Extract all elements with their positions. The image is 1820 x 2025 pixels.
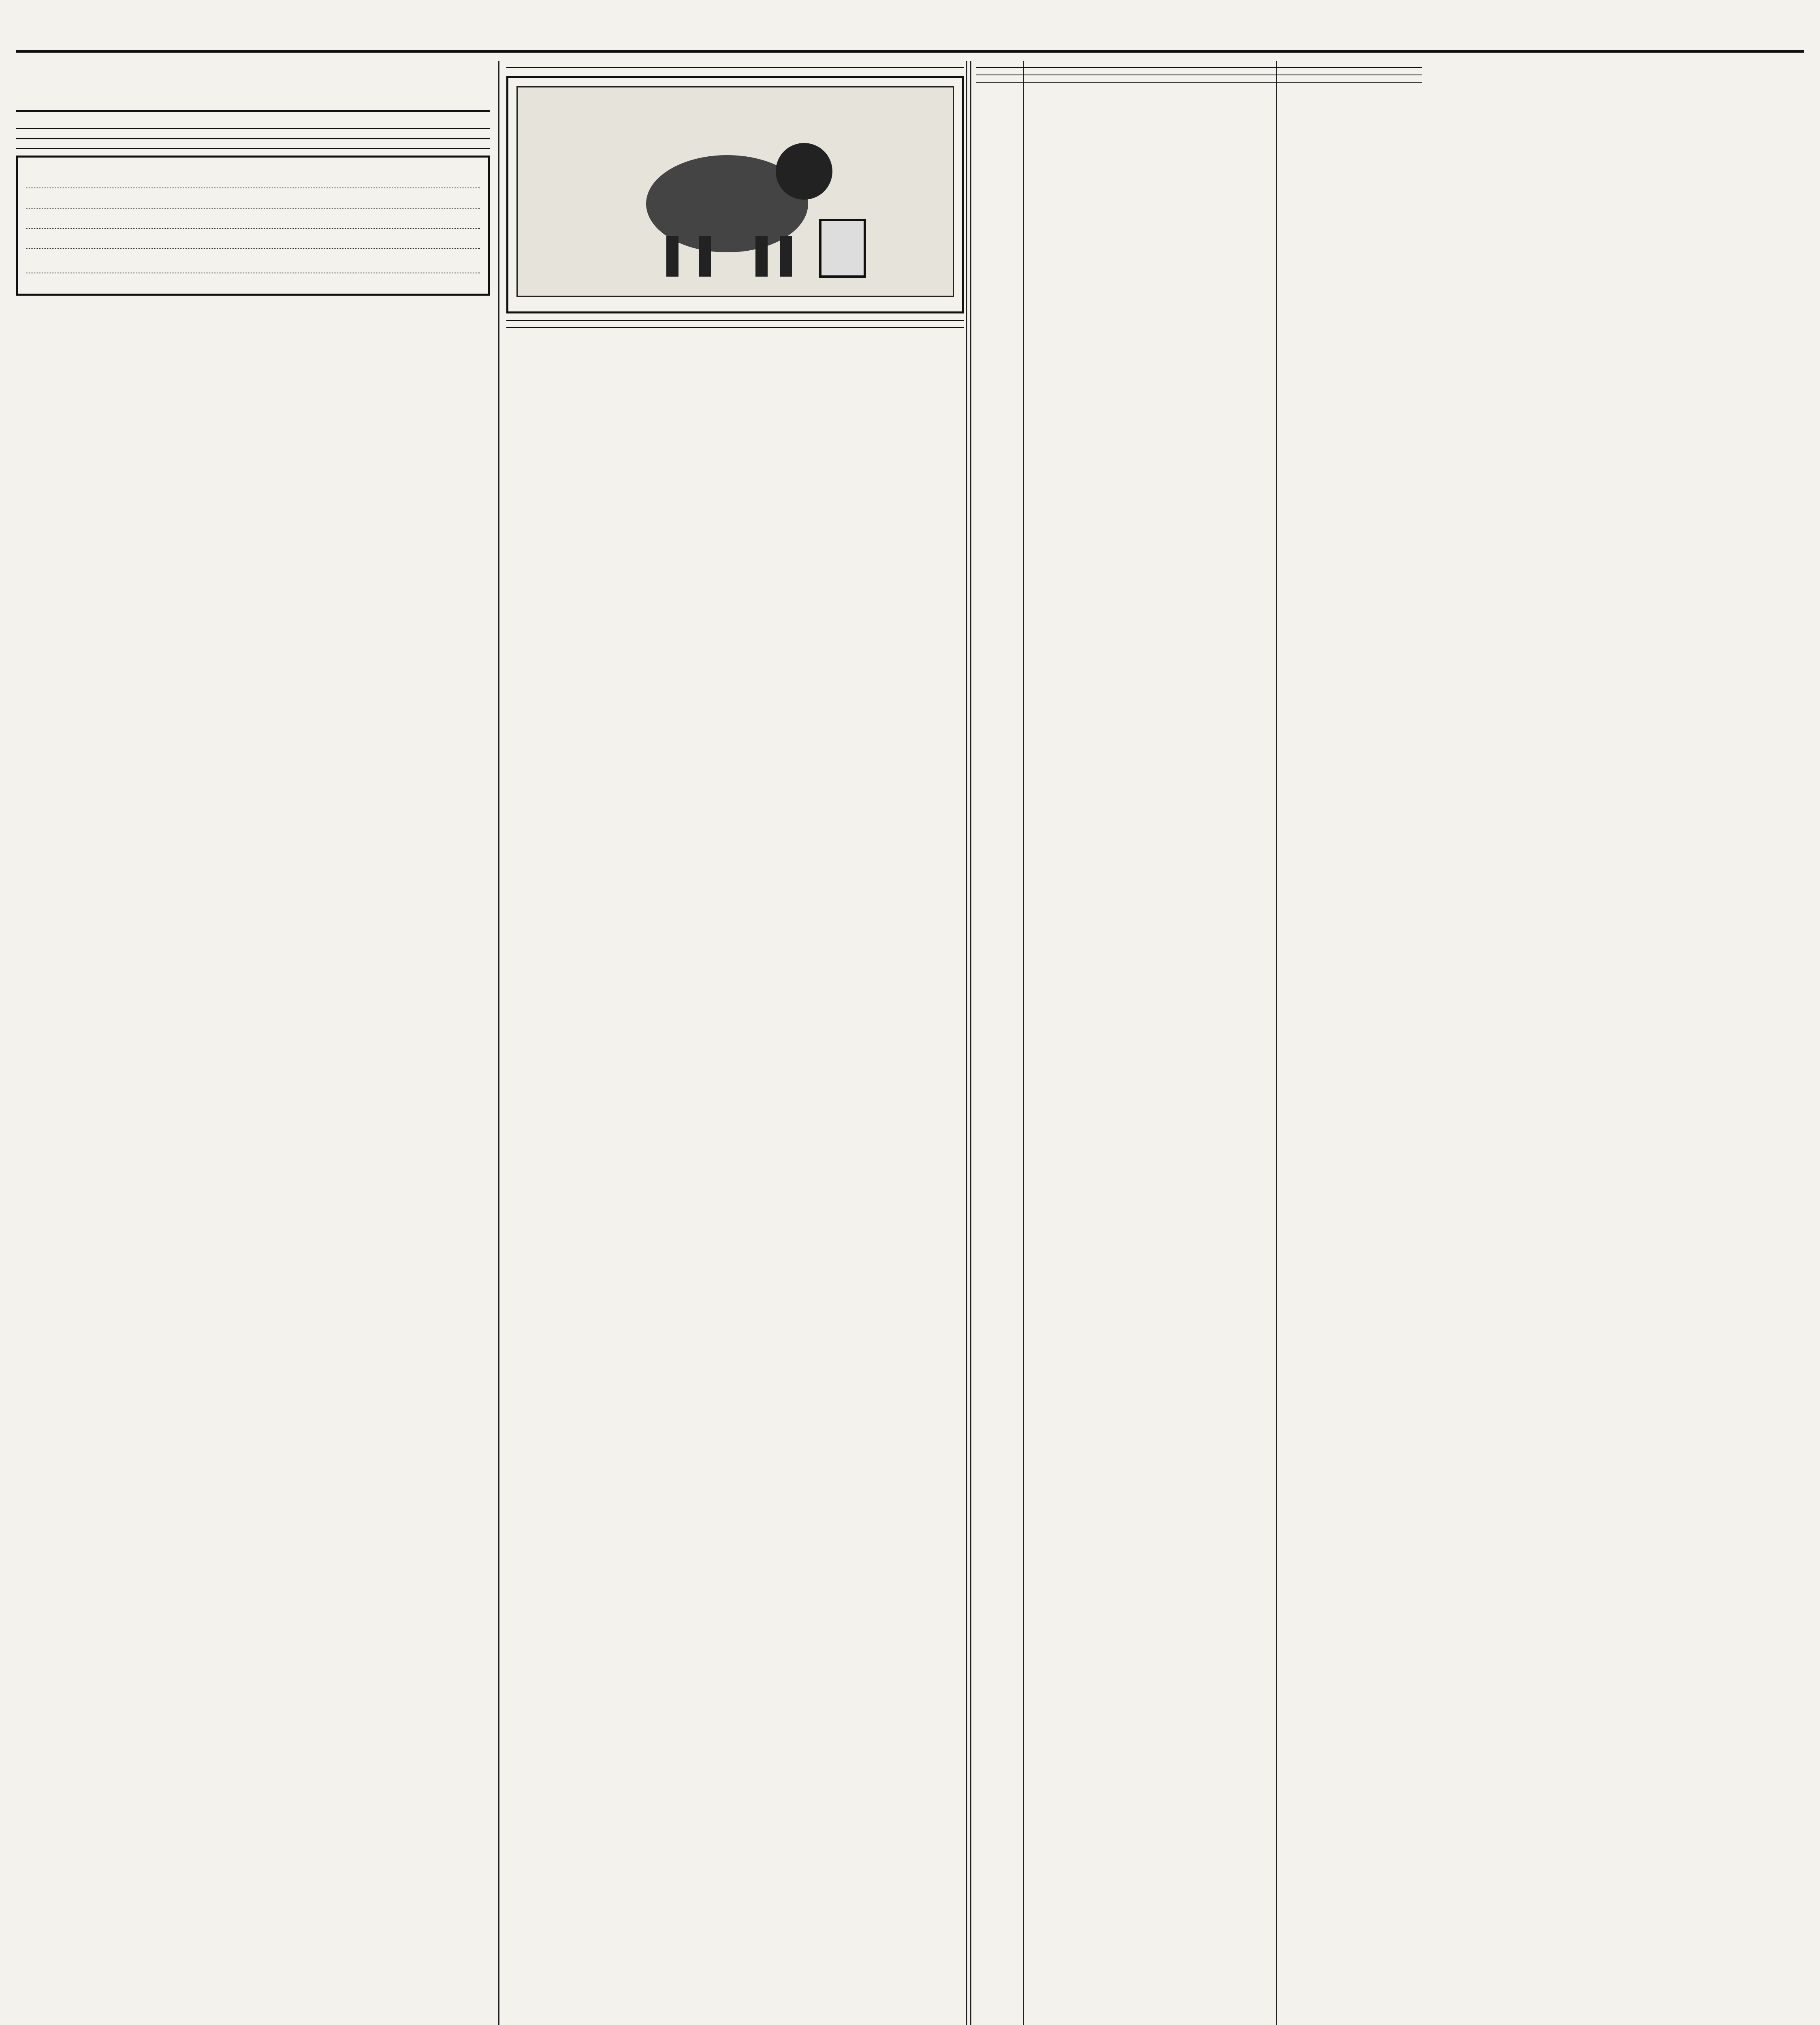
column-waitara-district-visible: [976, 61, 1422, 2025]
